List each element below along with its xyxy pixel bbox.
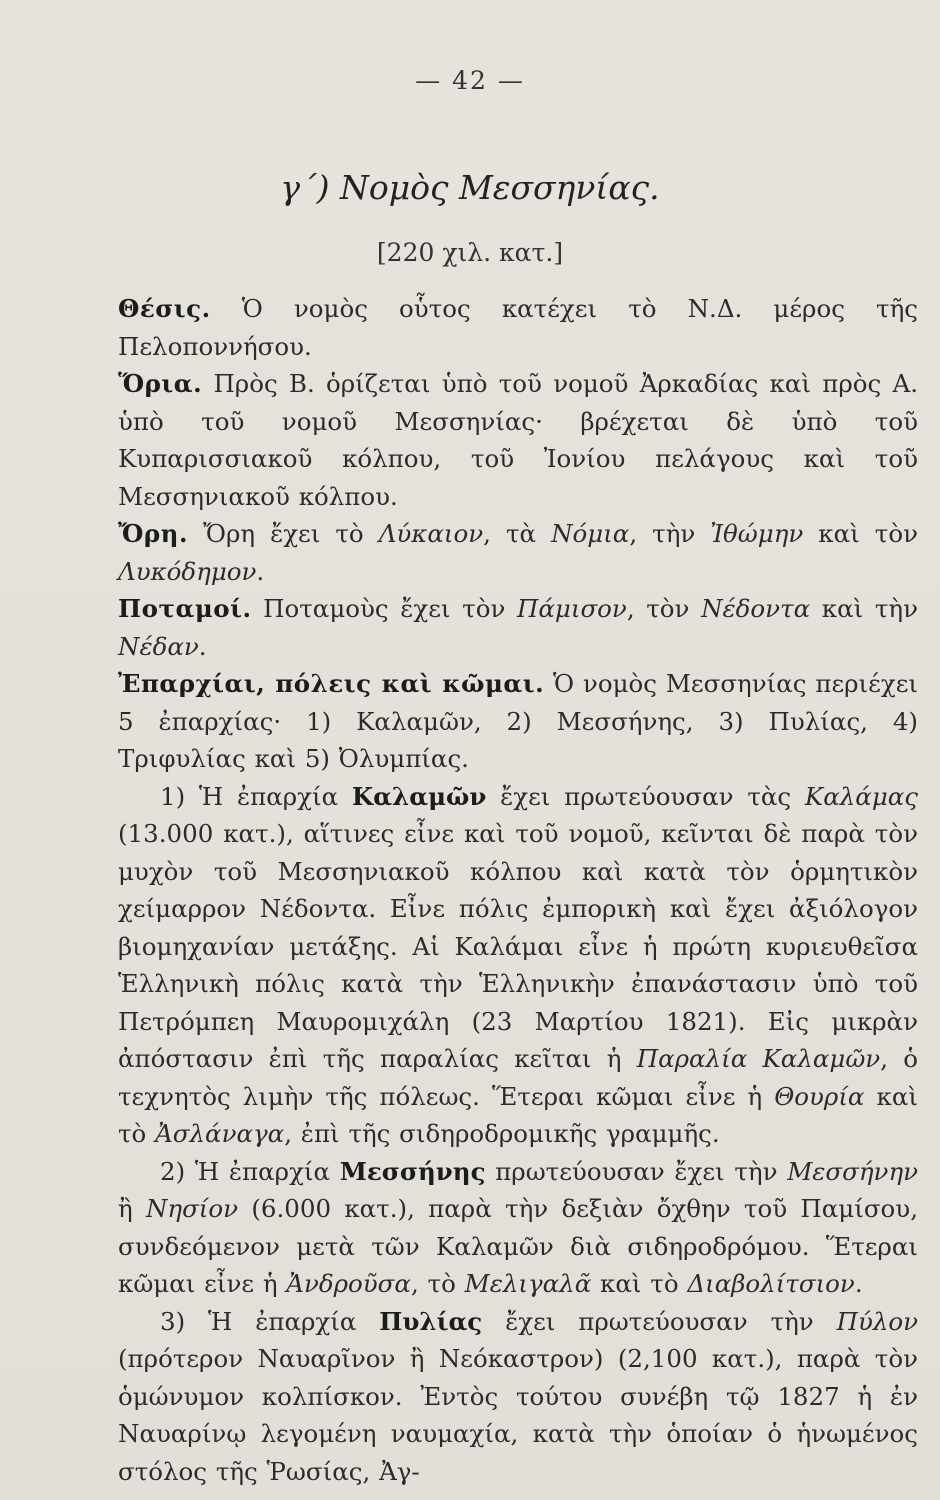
text-run: . (198, 631, 207, 661)
paragraph-oria (118, 365, 918, 515)
text-run: , τὰ (483, 519, 552, 548)
text-run: 3) Ἡ ἐπαρχία (160, 1306, 380, 1336)
text-eparchies: Ὁ νομὸς Μεσσηνίας περιέχει 5 ἐπαρχίας· 1) Καλαμῶν, 2) Μεσσήνης, 3) Πυλίας, 4) Τριφυλίας καὶ 5) Ὀλυμπίας. (118, 669, 919, 773)
text-oria: Πρὸς Β. ὁρίζεται ὑπὸ τοῦ νομοῦ Ἀρκαδίας καὶ πρὸς Α. ὑπὸ τοῦ νομοῦ Μεσσηνίας· βρέχεται δὲ ὑπὸ τοῦ Κυπαρισσιακοῦ κόλπου, τοῦ Ἰονίου πελάγους καὶ τοῦ Μεσσηνιακοῦ κόλπου. (118, 369, 918, 511)
province-name: Πυλίας (379, 1306, 483, 1336)
text-run: καὶ τὴν (810, 594, 918, 623)
town-name: Μεσσήνην (787, 1156, 919, 1186)
paragraph-messini (118, 1153, 918, 1303)
text-run: πρωτεύουσαν ἔχει τὴν (485, 1156, 788, 1186)
text-run: καὶ τὸ (591, 1269, 688, 1298)
text-run: , τὸ (410, 1269, 465, 1298)
town-name: Παραλία Καλαμῶν (636, 1044, 881, 1073)
text-run: (6.000 κατ.), παρὰ τὴν δεξιὰν ὄχθην τοῦ Παμίσου, συνδεόμενον μετὰ τῶν Καλαμῶν διὰ σιδηροδρόμου. Ἕτεραι κῶμαι εἶνε ἡ (118, 1194, 918, 1298)
text-run: (13.000 κατ.), αἵτινες εἶνε καὶ τοῦ νομοῦ, κεῖνται δὲ παρὰ τὸν μυχὸν τοῦ Μεσσηνιακοῦ κόλπου καὶ κατὰ τὸν ὁρμητικὸν χείμαρρον Νέδοντα. Εἶνε πόλις ἐμπορικὴ καὶ ἔχει ἀξιόλογον βιομηχανίαν μετάξης. Αἱ Καλάμαι εἶνε ἡ πρώτη κυριευθεῖσα Ἑλληνικὴ πόλις κατὰ τὴν Ἑλληνικὴν ἐπανάστασιν ὑπὸ τοῦ Πετρόμπεη Μαυρομιχάλη (23 Μαρτίου 1821). Εἰς μικρὰν ἀπόστασιν ἐπὶ τῆς παραλίας κεῖται ἡ (118, 819, 918, 1073)
town-name: Θουρία (774, 1081, 865, 1111)
river-name: Πάμισον (517, 594, 627, 623)
paragraph-potamoi (118, 590, 918, 665)
town-name: Πύλον (836, 1306, 919, 1336)
town-name: Ἀσλάναγα (155, 1119, 285, 1148)
heading-potamoi: Ποταμοί. (118, 594, 252, 623)
text-run: 1) Ἡ ἐπαρχία (160, 781, 352, 811)
text-run: . (256, 556, 265, 586)
heading-oria: Ὅρια. (118, 369, 203, 398)
mountain-name: Λύκαιον (378, 519, 484, 548)
mountain-name: Ἰθώμην (710, 519, 804, 548)
town-name: Μελιγαλᾶ (464, 1269, 592, 1298)
paragraph-kalamai (118, 778, 918, 1153)
heading-thesis: Θέσις. (118, 294, 211, 323)
text-run: 2) Ἡ ἐπαρχία (160, 1156, 340, 1186)
area-note: [220 χιλ. κατ.] (376, 238, 564, 267)
text-run: (πρότερον Ναυαρῖνον ἢ Νεόκαστρον) (2,100 κατ.), παρὰ τὸν ὁμώνυμον κολπίσκον. Ἐντὸς τούτου συνέβη τῷ 1827 ἡ ἐν Ναυαρίνῳ λεγομένη ναυμαχία, κατὰ τὴν ὁποίαν ὁ ἡνωμένος στόλος τῆς Ῥωσίας, Ἀγ- (118, 1344, 918, 1486)
mountain-name: Λυκόδημον (118, 556, 257, 586)
text-thesis: Ὁ νομὸς οὗτος κατέχει τὸ Ν.Δ. μέρος τῆς Πελοποννήσου. (118, 294, 918, 361)
text-run: , ὁ τεχνητὸς λιμὴν τῆς πόλεως. Ἕτεραι κῶμαι εἶνε ἡ (118, 1044, 918, 1111)
text-run: καὶ τὸν (803, 519, 918, 548)
town-name: Νησίον (145, 1194, 239, 1223)
river-name: Νέδαν (118, 631, 199, 661)
text-run: ἔχει πρωτεύουσαν τὴν (482, 1306, 837, 1336)
mountain-name: Νόμια (551, 519, 630, 548)
text-run: Ποταμοὺς ἔχει τὸν (251, 594, 517, 623)
province-name: Καλαμῶν (351, 781, 487, 811)
text-run: , τὸν (626, 594, 702, 623)
town-name: Διαβολίτσιον (687, 1269, 855, 1298)
town-name: Ἀνδροῦσα (286, 1269, 411, 1298)
paragraph-eparchies (118, 665, 918, 778)
section-title: γ΄) Νομὸς Μεσσηνίας. (280, 168, 660, 207)
heading-ori: Ὄρη. (118, 519, 188, 548)
paragraph-thesis (118, 290, 918, 365)
page-number: — 42 — (415, 66, 525, 95)
text-run: , ἐπὶ τῆς σιδηροδρομικῆς γραμμῆς. (284, 1119, 720, 1148)
heading-eparchies: Ἐπαρχίαι, πόλεις καὶ κῶμαι. (118, 669, 545, 698)
body-text (118, 290, 918, 1490)
paragraph-ori (118, 515, 918, 590)
province-name: Μεσσήνης (339, 1156, 486, 1186)
paragraph-pylia (118, 1303, 918, 1491)
text-run: . (854, 1269, 863, 1298)
text-run: Ὄρη ἔχει τὸ (188, 519, 379, 548)
town-name: Καλάμας (804, 781, 919, 811)
text-run: ἢ (118, 1194, 146, 1223)
river-name: Νέδοντα (701, 594, 811, 623)
text-run: ἔχει πρωτεύουσαν τὰς (486, 781, 805, 811)
text-run: καὶ τὸ (118, 1081, 918, 1148)
text-run: , τὴν (629, 519, 711, 548)
